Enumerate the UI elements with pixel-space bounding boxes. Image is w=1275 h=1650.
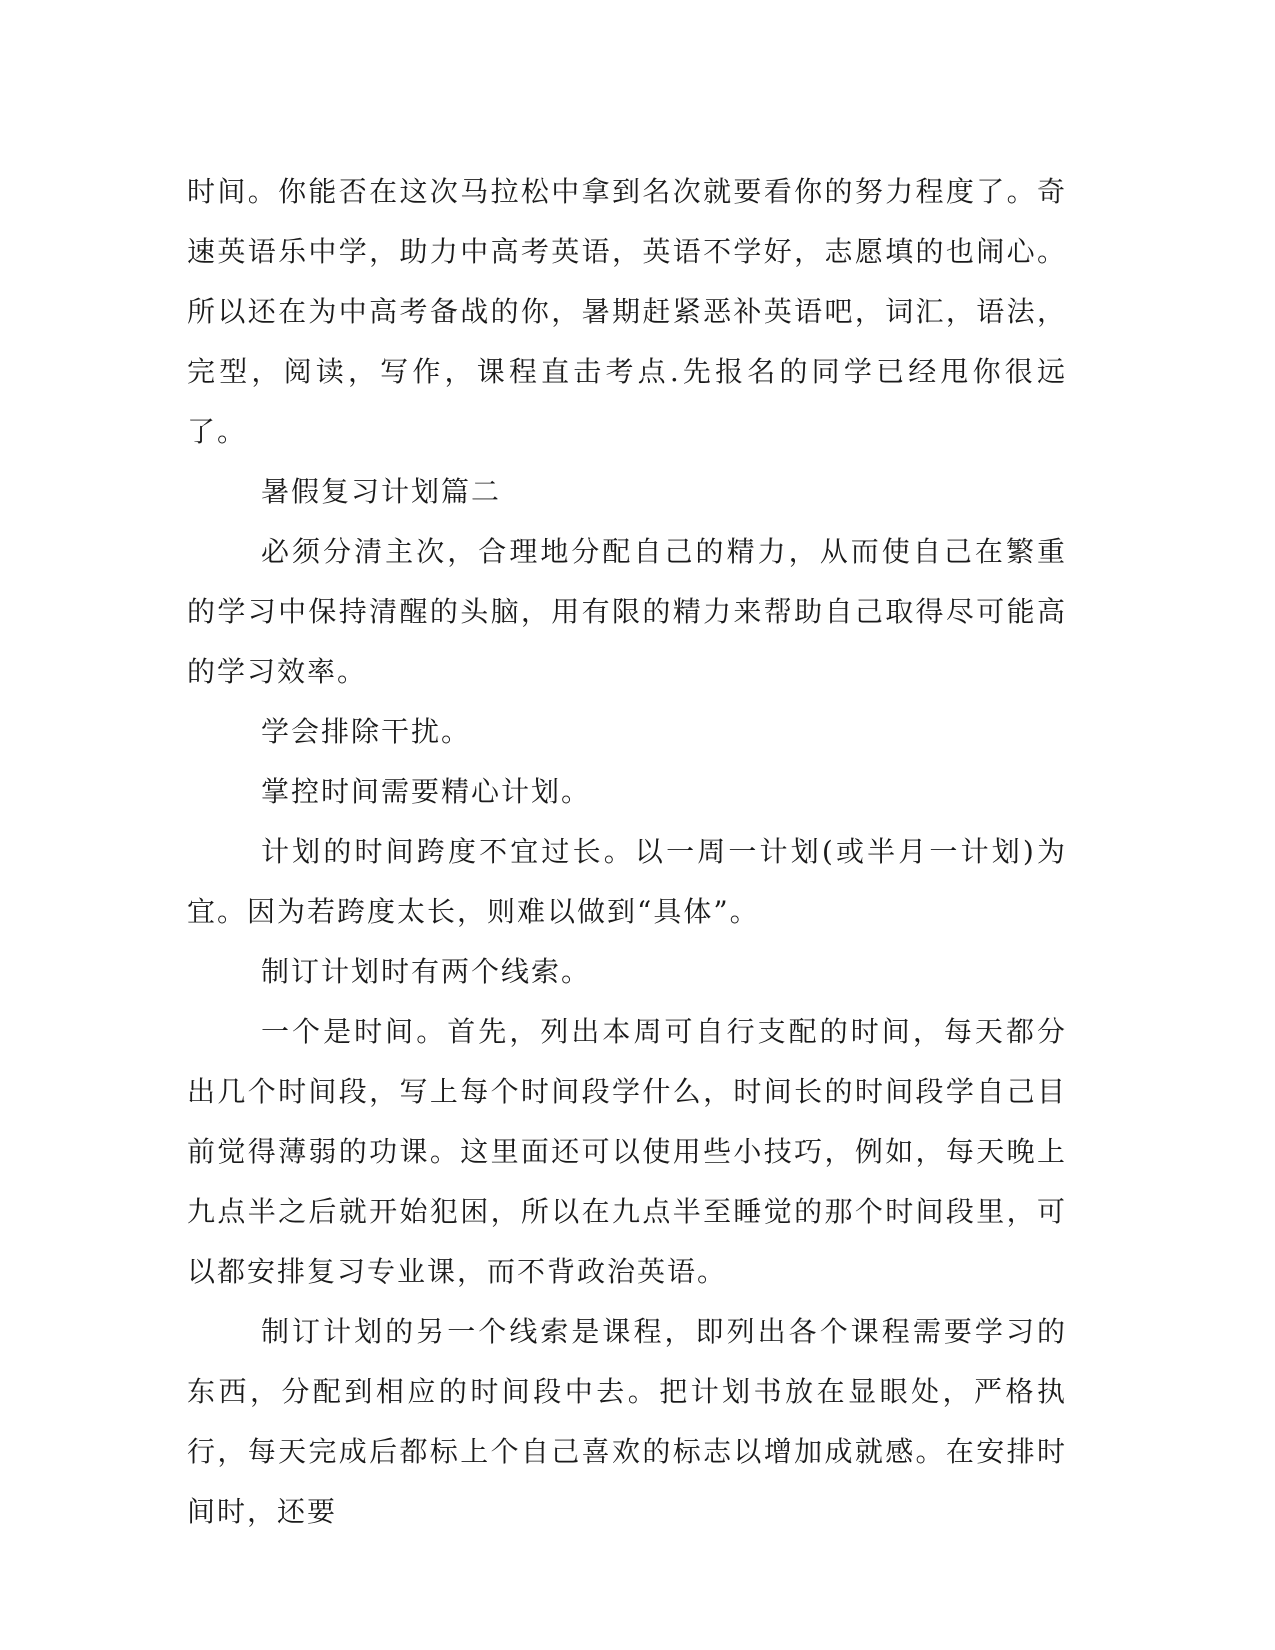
paragraph-6: 制订计划时有两个线索。 [261, 955, 592, 988]
paragraph-1: 时间。你能否在这次马拉松中拿到名次就要看你的努力程度了。奇速英语乐中学，助力中高考英语，英语不学好，志愿填的也闹心。所以还在为中高考备战的你，暑期赶紧恶补英语吧，词汇，语法，完型，阅读，写作，课程直击考点.先报名的同学已经甩你很远了。 [187, 175, 1067, 448]
paragraph-7: 一个是时间。首先，列出本周可自行支配的时间，每天都分出几个时间段，写上每个时间段学什么，时间长的时间段学自己目前觉得薄弱的功课。这里面还可以使用些小技巧，例如，每天晚上九点半之后就开始犯困，所以在九点半至睡觉的那个时间段里，可以都安排复习专业课，而不背政治英语。 [187, 1015, 1067, 1288]
paragraph-5: 计划的时间跨度不宜过长。以一周一计划(或半月一计划)为宜。因为若跨度太长，则难以做到“具体”。 [187, 835, 1067, 928]
section-heading: 暑假复习计划篇二 [261, 475, 502, 508]
paragraph-2: 必须分清主次，合理地分配自己的精力，从而使自己在繁重的学习中保持清醒的头脑，用有限的精力来帮助自己取得尽可能高的学习效率。 [187, 535, 1067, 688]
paragraph-8: 制订计划的另一个线索是课程，即列出各个课程需要学习的东西，分配到相应的时间段中去。把计划书放在显眼处，严格执行，每天完成后都标上个自己喜欢的标志以增加成就感。在安排时间时，还要 [187, 1315, 1067, 1528]
document-body [187, 162, 1067, 1542]
paragraph-3: 学会排除干扰。 [261, 715, 472, 748]
paragraph-4: 掌控时间需要精心计划。 [261, 775, 592, 808]
